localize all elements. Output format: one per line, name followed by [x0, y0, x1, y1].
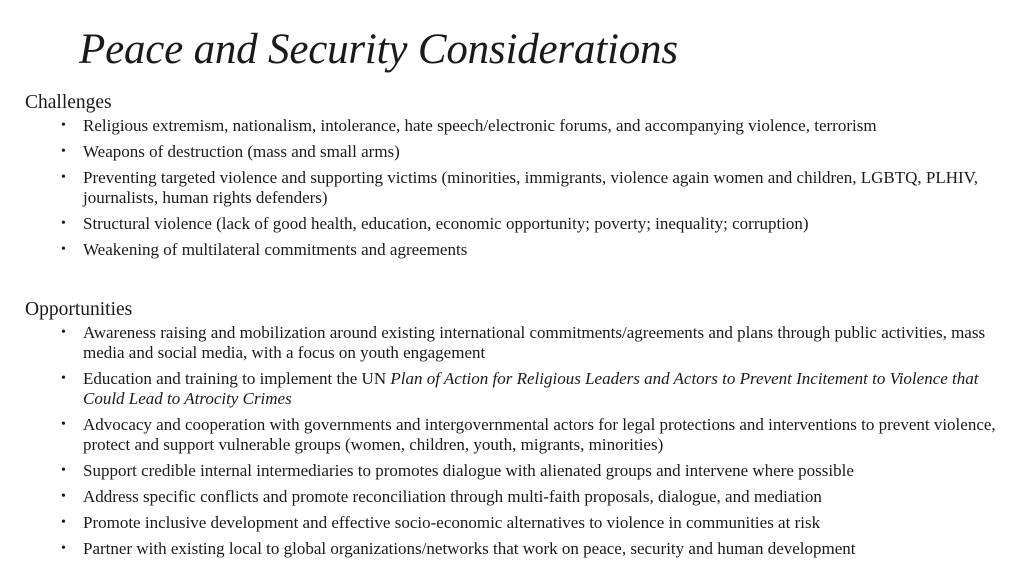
- list-item: • Support credible internal intermediaries to promotes dialogue with alienated groups and intervene where possible: [61, 461, 854, 480]
- list-item: • Weakening of multilateral commitments and agreements: [61, 240, 468, 259]
- bullet-icon: •: [61, 118, 66, 133]
- bullet-icon: •: [61, 371, 66, 386]
- opportunities-section: [25, 297, 1000, 565]
- challenges-list: [25, 116, 1000, 260]
- list-item: • Weapons of destruction (mass and small arms): [61, 142, 400, 161]
- bullet-icon: •: [61, 417, 66, 432]
- challenges-heading: Challenges: [25, 92, 112, 113]
- bullet-icon: •: [61, 541, 66, 556]
- list-item: • Structural violence (lack of good health, education, economic opportunity; poverty; inequality; corruption): [61, 214, 809, 233]
- opportunities-heading: Opportunities: [25, 299, 133, 320]
- bullet-icon: •: [61, 144, 66, 159]
- list-item: • Partner with existing local to global organizations/networks that work on peace, security and human development: [61, 539, 856, 558]
- slide-title: Peace and Security Considerations: [79, 26, 678, 73]
- list-item: • Advocacy and cooperation with governments and intergovernmental actors for legal protections and interventions to prevent violence, protect and support vulnerable groups (women, children, youth, migrants, minorities): [61, 415, 996, 454]
- bullet-icon: •: [61, 489, 66, 504]
- list-item: • Preventing targeted violence and supporting victims (minorities, immigrants, violence again women and children, LGBTQ, PLHIV, journalists, human rights defenders): [61, 168, 978, 207]
- challenges-section: [25, 90, 1000, 266]
- list-item: • Promote inclusive development and effective socio-economic alternatives to violence in communities at risk: [61, 513, 821, 532]
- bullet-icon: •: [61, 170, 66, 185]
- list-item: • Address specific conflicts and promote reconciliation through multi-faith proposals, dialogue, and mediation: [61, 487, 822, 506]
- bullet-icon: •: [61, 515, 66, 530]
- plan-of-action-title: Plan of Action for Religious Leaders and Actors to Prevent Incitement to Violence that Could Lead to Atrocity Crimes: [83, 369, 979, 408]
- bullet-icon: •: [61, 325, 66, 340]
- list-item: • Awareness raising and mobilization around existing international commitments/agreements and plans through public activities, mass media and social media, with a focus on youth engagement: [61, 323, 986, 362]
- list-item: • Education and training to implement the UN Plan of Action for Religious Leaders and Actors to Prevent Incitement to Violence that Could Lead to Atrocity Crimes: [61, 369, 979, 408]
- list-item: • Religious extremism, nationalism, intolerance, hate speech/electronic forums, and accompanying violence, terrorism: [61, 116, 877, 135]
- bullet-icon: •: [61, 463, 66, 478]
- bullet-icon: •: [61, 242, 66, 257]
- opportunities-list: [25, 323, 1000, 559]
- bullet-icon: •: [61, 216, 66, 231]
